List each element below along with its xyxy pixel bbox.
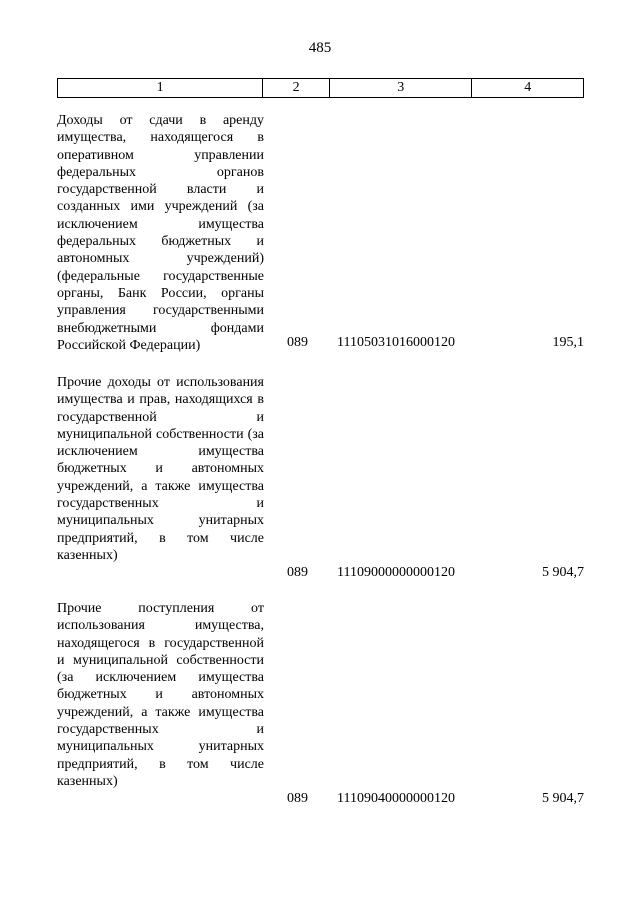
income-name: Доходы от сдачи в аренду имущества, находящегося в оперативном управлении федеральных органов государственной власти и созданных ими учреждений (за исключением имущества федеральных бюджетных и автономных учреждений) (федеральные государственные органы, Банк России, органы управления государственными внебюджетными фондами Российской Федерации) xyxy=(57,113,264,353)
table-row xyxy=(57,374,584,581)
column-header-2: 2 xyxy=(263,79,330,97)
amount: 5 904,7 xyxy=(542,790,584,806)
amount: 195,1 xyxy=(552,334,584,350)
table-header xyxy=(57,78,584,98)
budget-classification-code: 11109040000000120 xyxy=(337,790,455,806)
page-number: 485 xyxy=(308,40,332,56)
budget-classification-code: 11105031016000120 xyxy=(337,334,455,350)
admin-code: 089 xyxy=(287,790,308,806)
admin-code: 089 xyxy=(287,334,308,350)
budget-classification-code: 11109000000000120 xyxy=(337,564,455,580)
income-name: Прочие поступления от использования имущества, находящегося в государственной и муниципальной собственности (за исключением имущества бюджетных и автономных учреждений, а также имущества государственных и муниципальных унитарных предприятий, в том числе казенных) xyxy=(57,601,264,789)
amount: 5 904,7 xyxy=(542,564,584,580)
column-header-3: 3 xyxy=(330,79,472,97)
table-row xyxy=(57,600,584,807)
income-name: Прочие доходы от использования имущества и прав, находящихся в государственной и муниципальной собственности (за исключением имущества бюджетных и автономных учреждений, а также имущества государственных и муниципальных унитарных предприятий, в том числе казенных) xyxy=(57,375,264,563)
column-header-4: 4 xyxy=(524,80,532,95)
column-header-1: 1 xyxy=(58,79,263,97)
admin-code: 089 xyxy=(287,564,308,580)
table-row xyxy=(57,112,584,351)
